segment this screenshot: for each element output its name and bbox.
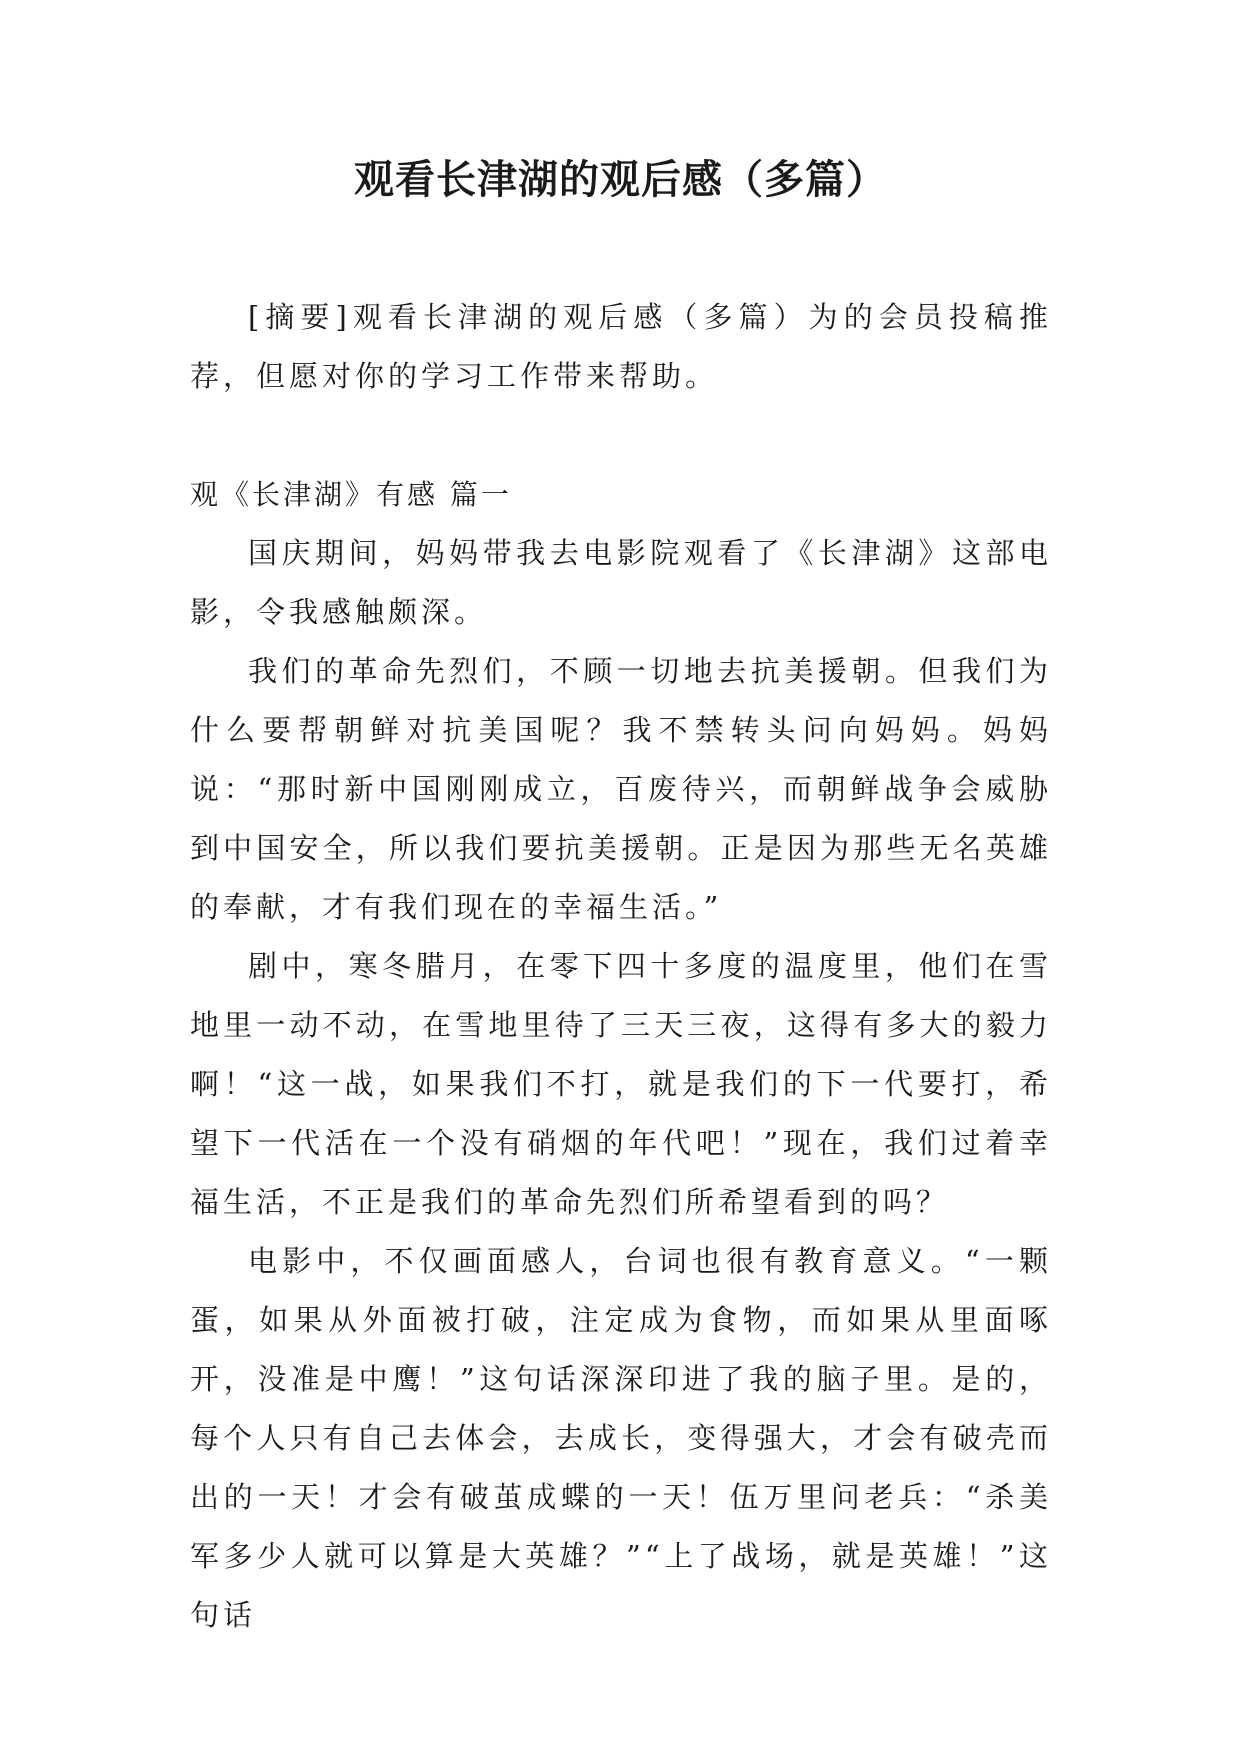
section-heading: 观《长津湖》有感 篇一 — [190, 478, 512, 511]
body-paragraph: 国庆期间，妈妈带我去电影院观看了《长津湖》这部电影，令我感触颇深。 — [190, 536, 1052, 629]
body-paragraph: 我们的革命先烈们，不顾一切地去抗美援朝。但我们为什么要帮朝鲜对抗美国呢？我不禁转头问向妈妈。妈妈说：“那时新中国刚刚成立，百废待兴，而朝鲜战争会威胁到中国安全，所以我们要抗美援朝。正是因为那些无名英雄的奉献，才有我们现在的幸福生活。” — [190, 654, 1052, 924]
body-paragraph: 剧中，寒冬腊月，在零下四十多度的温度里，他们在雪地里一动不动，在雪地里待了三天三夜，这得有多大的毅力啊！“这一战，如果我们不打，就是我们的下一代要打，希望下一代活在一个没有硝烟的年代吧！”现在，我们过着幸福生活，不正是我们的革命先烈们所希望看到的吗？ — [190, 949, 1052, 1219]
document-title: 观看长津湖的观后感（多篇） — [354, 157, 887, 203]
abstract-paragraph: [摘要]观看长津湖的观后感（多篇）为的会员投稿推荐，但愿对你的学习工作带来帮助。 — [190, 300, 1052, 393]
body-paragraph: 电影中，不仅画面感人，台词也很有教育意义。“一颗蛋，如果从外面被打破，注定成为食物，而如果从里面啄开，没准是中鹰！”这句话深深印进了我的脑子里。是的，每个人只有自己去体会，去成长，变得强大，才会有破壳而出的一天！才会有破茧成蝶的一天！伍万里问老兵：“杀美军多少人就可以算是大英雄？”“上了战场，就是英雄！”这句话 — [190, 1244, 1052, 1632]
document-body — [190, 288, 1052, 1645]
